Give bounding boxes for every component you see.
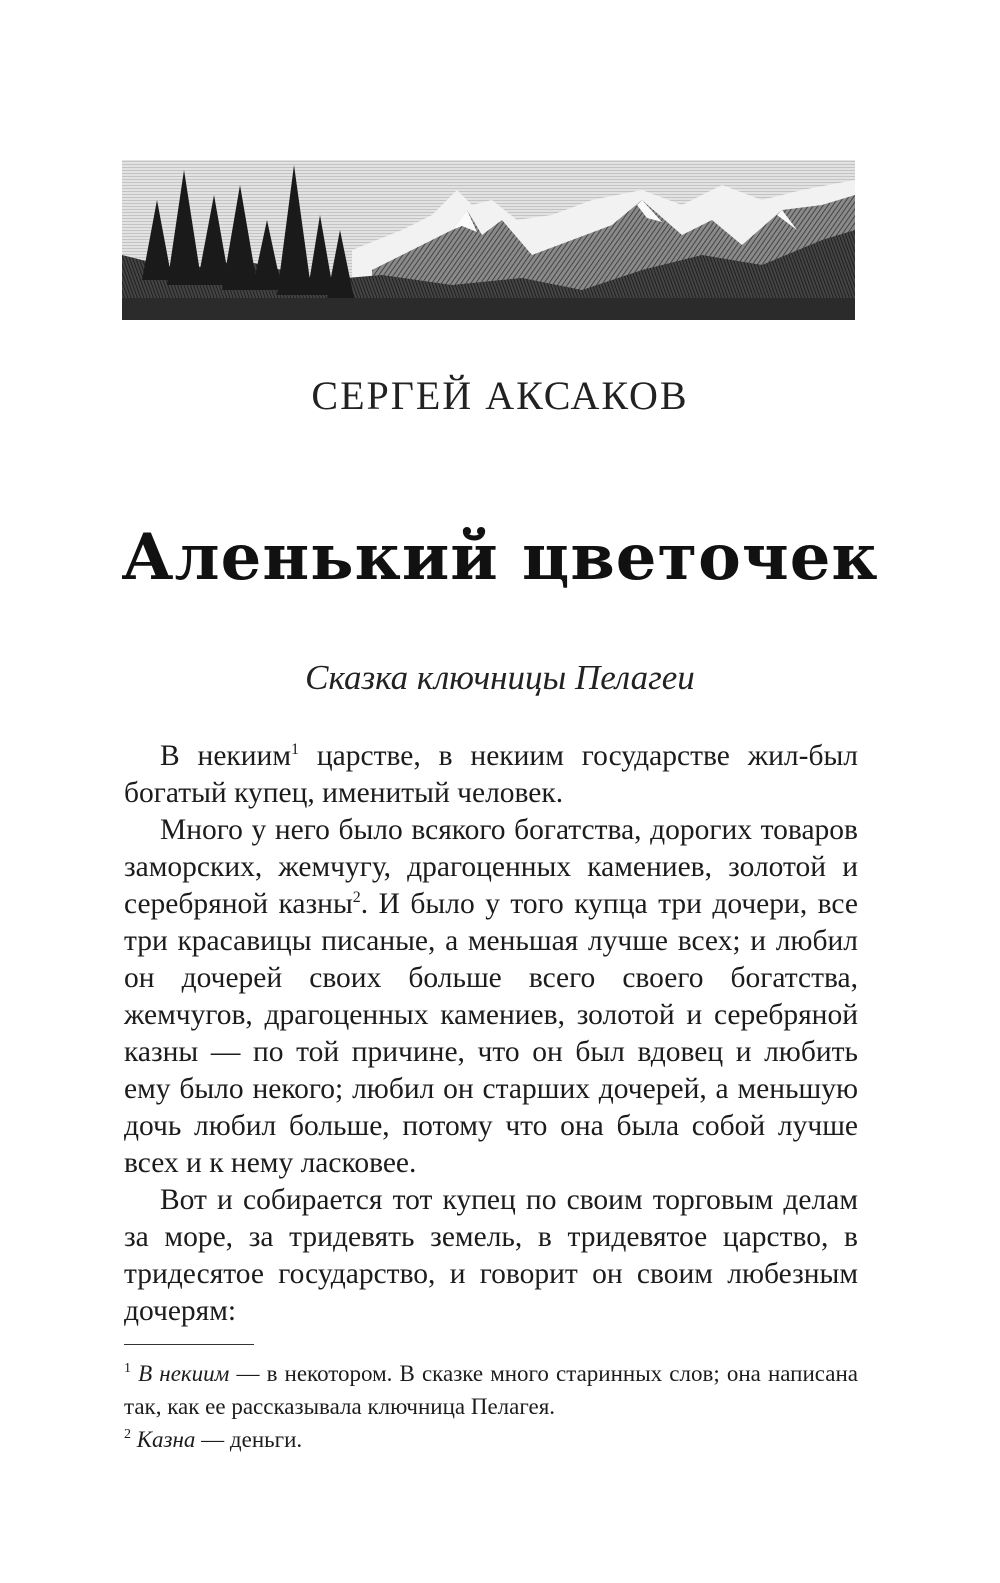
footnote-mark: 2 [124,1427,131,1442]
author-name: СЕРГЕЙ АКСАКОВ [311,373,689,418]
main-text [124,738,858,1330]
paragraph-text: . И было у того купца три дочери, все три красавицы писаные, а меньшая лучше всех; и любил он дочерей своих больше всего своего богатства, жемчугов, драгоценных камениев, золотой и серебряной казны — по той причине, что он был вдовец и любить ему было некого; любил он старших дочерей, а меньшую дочь любил больше, потому что она была собой лучше всех и к нему ласковее. [124,888,858,1179]
footnote [124,1423,858,1456]
footnote-term: Казна [136,1427,196,1452]
footnote-ref: 1 [291,741,300,758]
footnote-divider [124,1344,254,1345]
paragraph-text: В некиим [160,740,292,772]
footnote-mark: 1 [124,1361,131,1376]
book-title: Аленький цветочек [121,520,879,595]
book-subtitle: Сказка ключницы Пелагеи [305,658,695,697]
footnote-text: — в некотором. В сказке много старинных слов; она написана так, как ее рассказывала ключница Пелагея. [124,1361,859,1419]
paragraph [124,1182,858,1330]
mountain-forest-engraving-icon [122,160,855,320]
footnote-ref: 2 [352,889,361,906]
footnote-term: В некиим [138,1361,230,1386]
footnote-text: — деньги. [195,1427,303,1452]
paragraph-text: Много у него было всякого богатства, дорогих товаров заморских, жемчугу, драгоценных камениев, золотой и серебряной казны [124,814,858,920]
paragraph [124,738,858,812]
footnote [124,1357,858,1423]
paragraph-text: Вот и собирается тот купец по своим торговым делам за море, за тридевять земель, в тридевятое царство, в тридесятое государство, и говорит он своим любезным дочерям: [124,1184,858,1327]
paragraph [124,812,858,1182]
paragraph-text: царстве, в некиим государстве жил-был богатый купец, именитый человек. [124,740,859,809]
footnotes [124,1357,858,1456]
